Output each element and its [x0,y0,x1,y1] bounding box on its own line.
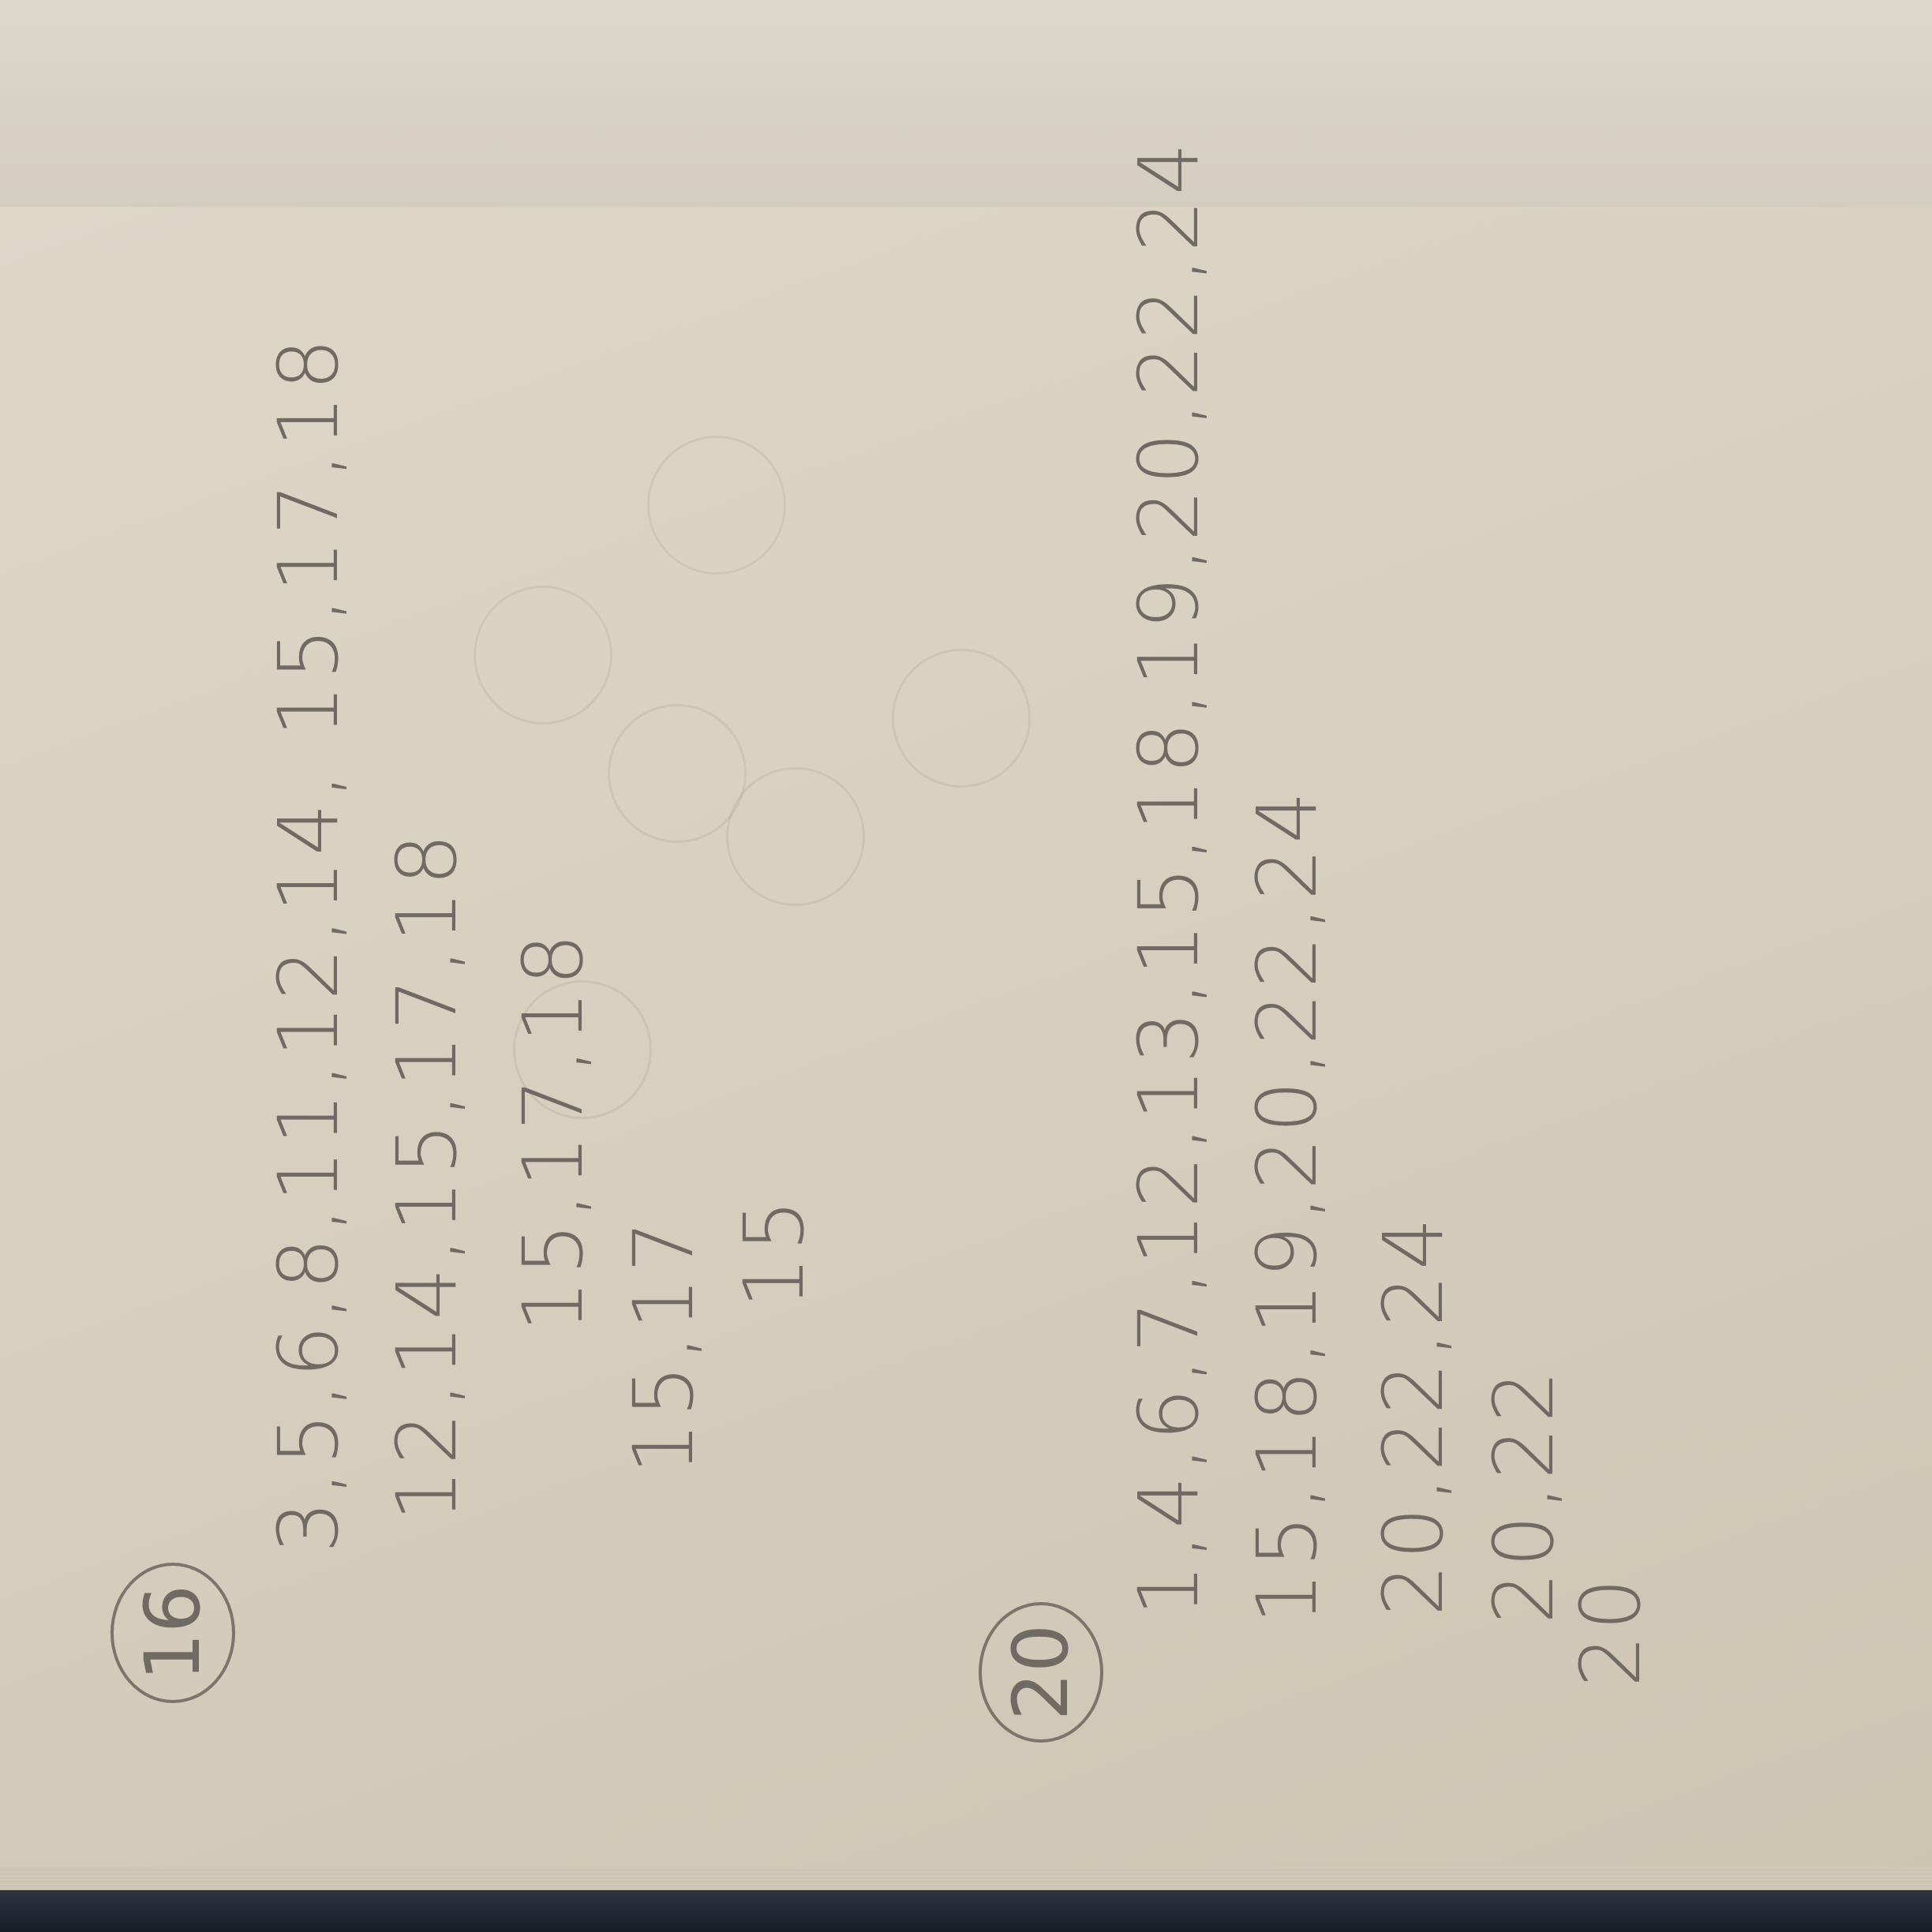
problem-number-circle: 16 [110,1563,235,1703]
problem-line: 1,4,6,7,12,13,15,18,19,20,22,24 [1121,137,1217,1616]
problem-line: 3,5,6,8,11,12,14, 15,17,18 [260,333,357,1553]
erased-circle [892,649,1031,788]
problem-number-circle: 20 [979,1602,1103,1743]
erased-circle [726,767,865,906]
problem-line: 20,22 [1476,1365,1572,1624]
erased-circle [647,436,786,575]
erased-circle [474,586,612,724]
erased-circle [608,704,747,843]
problem-line: 20,22,24 [1365,1212,1462,1616]
problem-line: 20 [1563,1573,1659,1687]
problem-line: 12,14,15,17,18 [379,829,475,1522]
problem-line: 15,17 [616,1215,712,1474]
problem-line: 15,18,19,20,22,24 [1239,786,1335,1624]
problem-line: 15,17,18 [505,928,601,1332]
problem-line: 15 [726,1194,822,1309]
